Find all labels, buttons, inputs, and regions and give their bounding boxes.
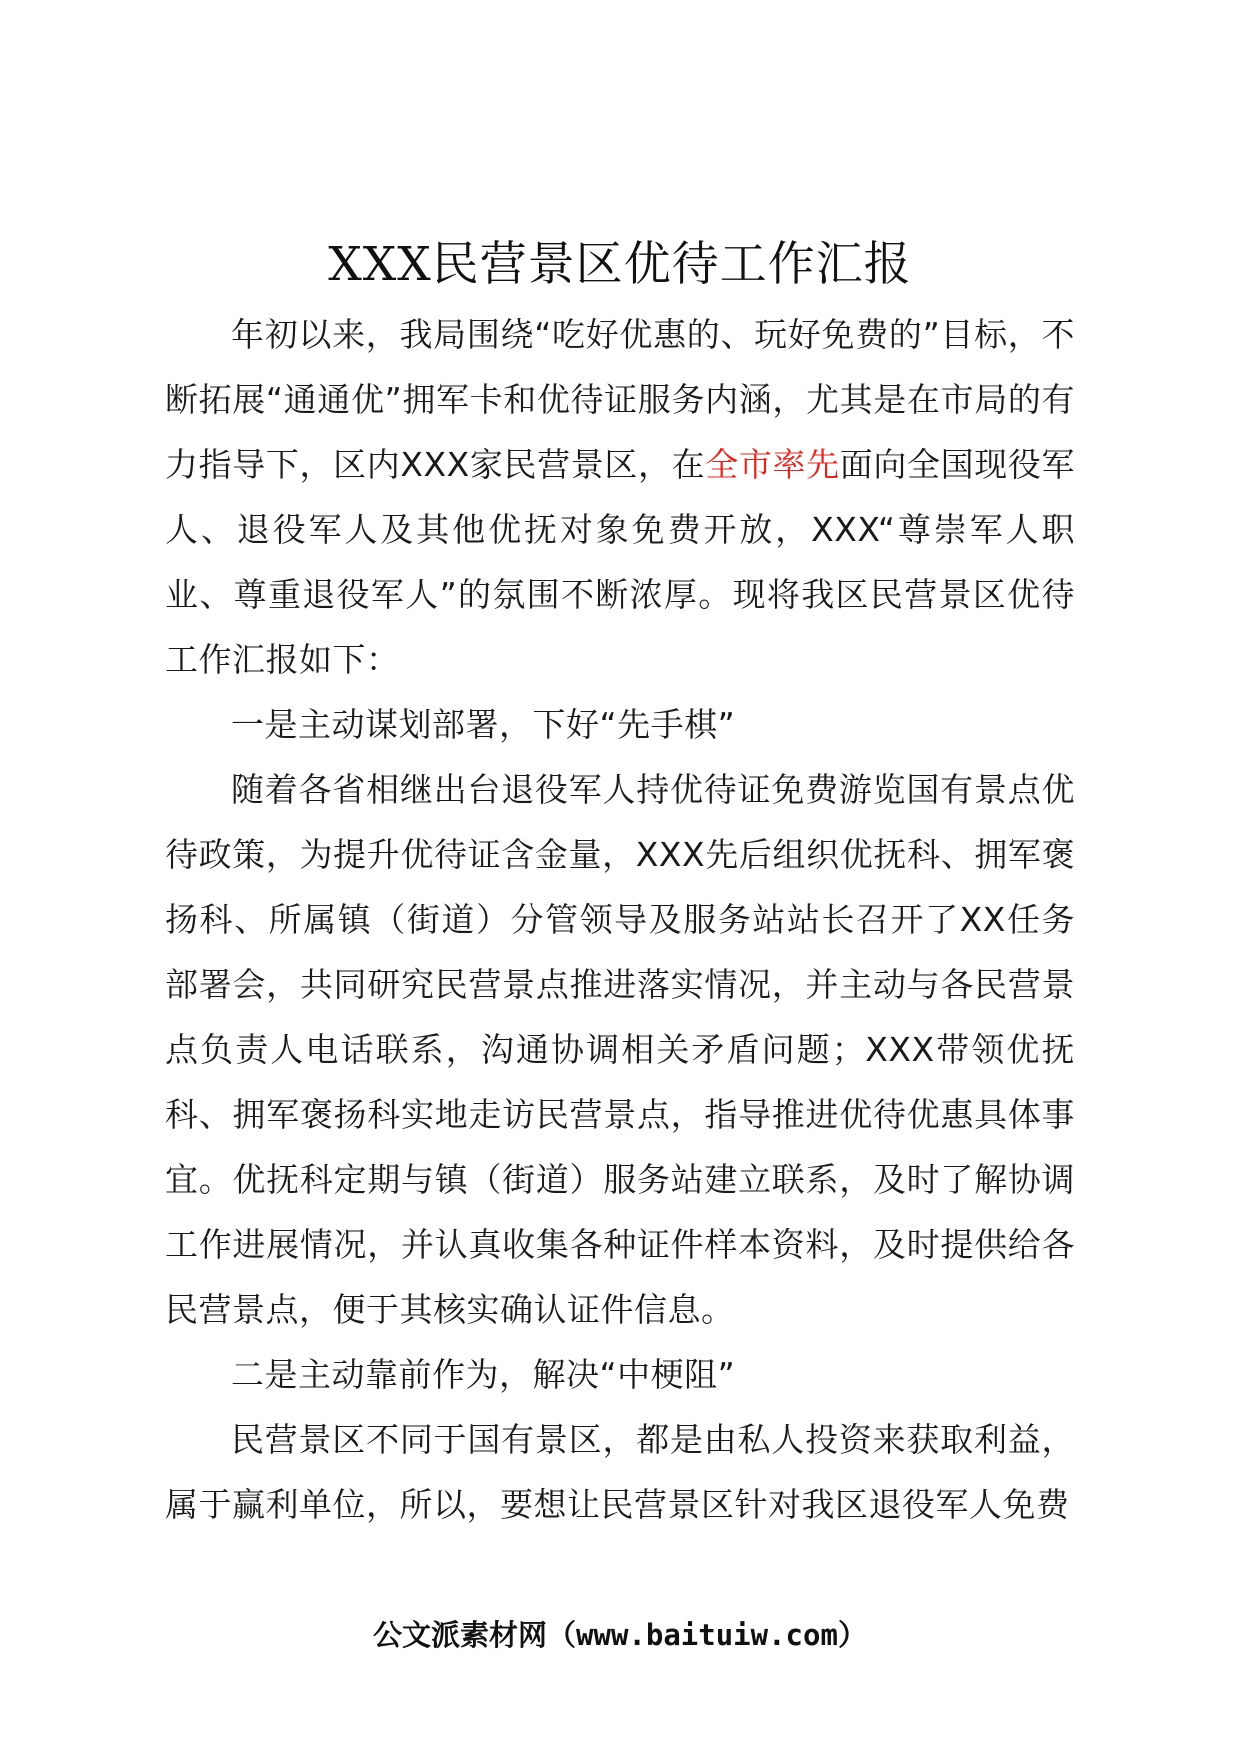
document-body — [165, 302, 1075, 1537]
highlighted-phrase: 全市率先 — [705, 445, 840, 484]
intro-paragraph — [165, 302, 1075, 692]
section-heading-2: 二是主动靠前作为，解决“中梗阻” — [231, 1355, 736, 1394]
document-title: XXX民营景区优待工作汇报 — [328, 237, 912, 292]
section-2-paragraph: 民营景区不同于国有景区，都是由私人投资来获取利益，属于赢利单位，所以，要想让民营景区针对我区退役军人免费 — [165, 1420, 1075, 1524]
intro-text-end: 面向全国现役军人、退役军人及其他优抚对象免费开放，XXX“尊崇军人职业、尊重退役军人”的氛围不断浓厚。现将我区民营景区优待工作汇报如下： — [165, 445, 1076, 679]
section-heading-1: 一是主动谋划部署，下好“先手棋” — [231, 705, 736, 744]
intro-text-start: 年初以来，我局围绕“吃好优惠的、玩好免费的”目标，不断拓展“通通优”拥军卡和优待证服务内涵，尤其是在市局的有力指导下，区内XXX家民营景区，在 — [165, 315, 1075, 484]
section-1-paragraph: 随着各省相继出台退役军人持优待证免费游览国有景点优待政策，为提升优待证含金量，XXX先后组织优抚科、拥军褒扬科、所属镇（街道）分管领导及服务站站长召开了XX任务部署会，共同研究民营景点推进落实情况，并主动与各民营景点负责人电话联系，沟通协调相关矛盾问题；XXX带领优抚科、拥军褒扬科实地走访民营景点，指导推进优待优惠具体事宜。优抚科定期与镇（街道）服务站建立联系，及时了解协调工作进展情况，并认真收集各种证件样本资料，及时提供给各民营景点，便于其核实确认证件信息。 — [165, 770, 1075, 1329]
source-footer: 公文派素材网（www.baituiw.com） — [373, 1618, 867, 1652]
